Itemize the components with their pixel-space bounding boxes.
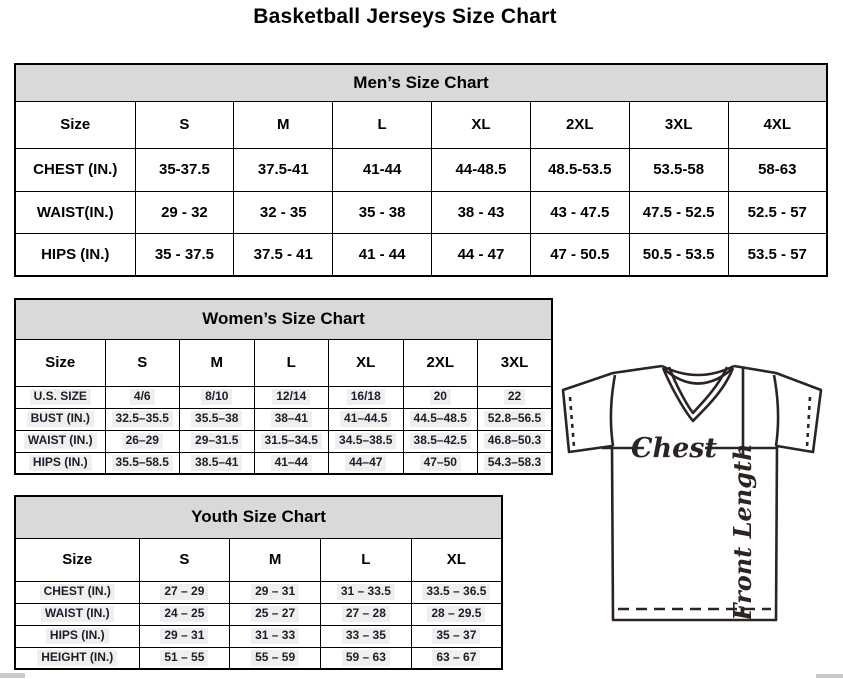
size-label-cell: Size [15,538,139,581]
value-cell: 32 - 35 [234,191,333,233]
value-cell: 41-44 [333,148,432,191]
row-label: BUST (IN.) [15,408,105,430]
size-col-2xl: 2XL [403,339,478,386]
value-cell: 26–29 [105,430,180,452]
table-row-waist [15,191,827,233]
value-cell: 50.5 - 53.5 [629,233,728,276]
size-label-cell: Size [15,101,135,148]
value-cell: 27 – 29 [139,581,230,603]
value-cell: 46.8–50.3 [478,430,553,452]
size-col-l: L [254,339,329,386]
row-label: HEIGHT (IN.) [15,647,139,669]
right-armhole-seam [774,375,778,446]
value-cell: 25 – 27 [230,603,321,625]
row-label: CHEST (IN.) [15,581,139,603]
row-label: HIPS (IN.) [15,233,135,276]
value-cell: 44-48.5 [432,148,531,191]
value-cell: 37.5 - 41 [234,233,333,276]
value-cell: 44 - 47 [432,233,531,276]
right-cuff-dashed-line [807,397,810,447]
left-cuff-dashed-line [570,397,574,447]
table-row-height [15,647,502,669]
value-cell: 31 – 33.5 [321,581,412,603]
size-col-l: L [333,101,432,148]
value-cell: 16/18 [329,386,404,408]
size-col-4xl: 4XL [728,101,827,148]
row-label: HIPS (IN.) [15,452,105,474]
value-cell: 35.5–58.5 [105,452,180,474]
size-col-m: M [180,339,255,386]
front-length-label: Front Length [728,443,757,621]
womens-chart-title: Women’s Size Chart [15,299,552,339]
mens-size-chart-table [14,63,828,277]
size-col-3xl: 3XL [629,101,728,148]
value-cell: 44.5–48.5 [403,408,478,430]
value-cell: 41–44.5 [329,408,404,430]
size-col-xl: XL [329,339,404,386]
value-cell: 48.5-53.5 [530,148,629,191]
youth-size-chart-table [14,495,503,670]
row-label: WAIST (IN.) [15,430,105,452]
table-header-row [15,496,502,538]
value-cell: 12/14 [254,386,329,408]
size-header-row [15,339,552,386]
size-label-cell: Size [15,339,105,386]
value-cell: 31.5–34.5 [254,430,329,452]
table-row-chest [15,148,827,191]
jersey-outline [563,366,821,620]
value-cell: 41–44 [254,452,329,474]
value-cell: 32.5–35.5 [105,408,180,430]
value-cell: 47 - 50.5 [530,233,629,276]
value-cell: 44–47 [329,452,404,474]
value-cell: 4/6 [105,386,180,408]
value-cell: 27 – 28 [321,603,412,625]
value-cell: 31 – 33 [230,625,321,647]
size-col-s: S [139,538,230,581]
row-label: WAIST(IN.) [15,191,135,233]
value-cell: 35 – 37 [411,625,502,647]
value-cell: 54.3–58.3 [478,452,553,474]
table-row-us-size [15,386,552,408]
value-cell: 38 - 43 [432,191,531,233]
size-header-row [15,101,827,148]
left-armhole-seam [611,375,615,446]
value-cell: 22 [478,386,553,408]
row-label: U.S. SIZE [15,386,105,408]
value-cell: 29 – 31 [230,581,321,603]
size-col-l: L [321,538,412,581]
horizontal-scrollbar-thumb-left[interactable] [0,673,25,678]
value-cell: 59 – 63 [321,647,412,669]
value-cell: 47.5 - 52.5 [629,191,728,233]
value-cell: 33.5 – 36.5 [411,581,502,603]
chest-label: Chest [631,433,717,464]
value-cell: 55 – 59 [230,647,321,669]
value-cell: 43 - 47.5 [530,191,629,233]
table-row-chest [15,581,502,603]
size-col-s: S [105,339,180,386]
value-cell: 37.5-41 [234,148,333,191]
value-cell: 52.8–56.5 [478,408,553,430]
value-cell: 63 – 67 [411,647,502,669]
value-cell: 20 [403,386,478,408]
value-cell: 29 – 31 [139,625,230,647]
value-cell: 58-63 [728,148,827,191]
value-cell: 38–41 [254,408,329,430]
value-cell: 38.5–41 [180,452,255,474]
horizontal-scrollbar-thumb-right[interactable] [816,674,843,678]
row-label: WAIST (IN.) [15,603,139,625]
value-cell: 35-37.5 [135,148,234,191]
table-header-row [15,299,552,339]
page-title: Basketball Jerseys Size Chart [253,5,557,28]
table-row-hips [15,233,827,276]
table-header-row [15,64,827,101]
value-cell: 33 – 35 [321,625,412,647]
table-row-hips [15,625,502,647]
value-cell: 38.5–42.5 [403,430,478,452]
size-col-xl: XL [411,538,502,581]
table-row-waist [15,430,552,452]
value-cell: 53.5-58 [629,148,728,191]
value-cell: 51 – 55 [139,647,230,669]
table-row-hips [15,452,552,474]
value-cell: 41 - 44 [333,233,432,276]
table-row-waist [15,603,502,625]
value-cell: 47–50 [403,452,478,474]
row-label: HIPS (IN.) [15,625,139,647]
table-row-bust [15,408,552,430]
value-cell: 35 - 37.5 [135,233,234,276]
size-col-2xl: 2XL [530,101,629,148]
womens-size-chart-table [14,298,553,475]
jersey-diagram [556,360,830,628]
size-col-s: S [135,101,234,148]
mens-chart-title: Men’s Size Chart [15,64,827,101]
row-label: CHEST (IN.) [15,148,135,191]
size-col-xl: XL [432,101,531,148]
size-col-m: M [234,101,333,148]
value-cell: 52.5 - 57 [728,191,827,233]
value-cell: 34.5–38.5 [329,430,404,452]
value-cell: 28 – 29.5 [411,603,502,625]
value-cell: 24 – 25 [139,603,230,625]
value-cell: 29 - 32 [135,191,234,233]
value-cell: 29–31.5 [180,430,255,452]
youth-chart-title: Youth Size Chart [15,496,502,538]
value-cell: 35 - 38 [333,191,432,233]
size-col-3xl: 3XL [478,339,553,386]
value-cell: 8/10 [180,386,255,408]
size-col-m: M [230,538,321,581]
size-header-row [15,538,502,581]
value-cell: 53.5 - 57 [728,233,827,276]
value-cell: 35.5–38 [180,408,255,430]
